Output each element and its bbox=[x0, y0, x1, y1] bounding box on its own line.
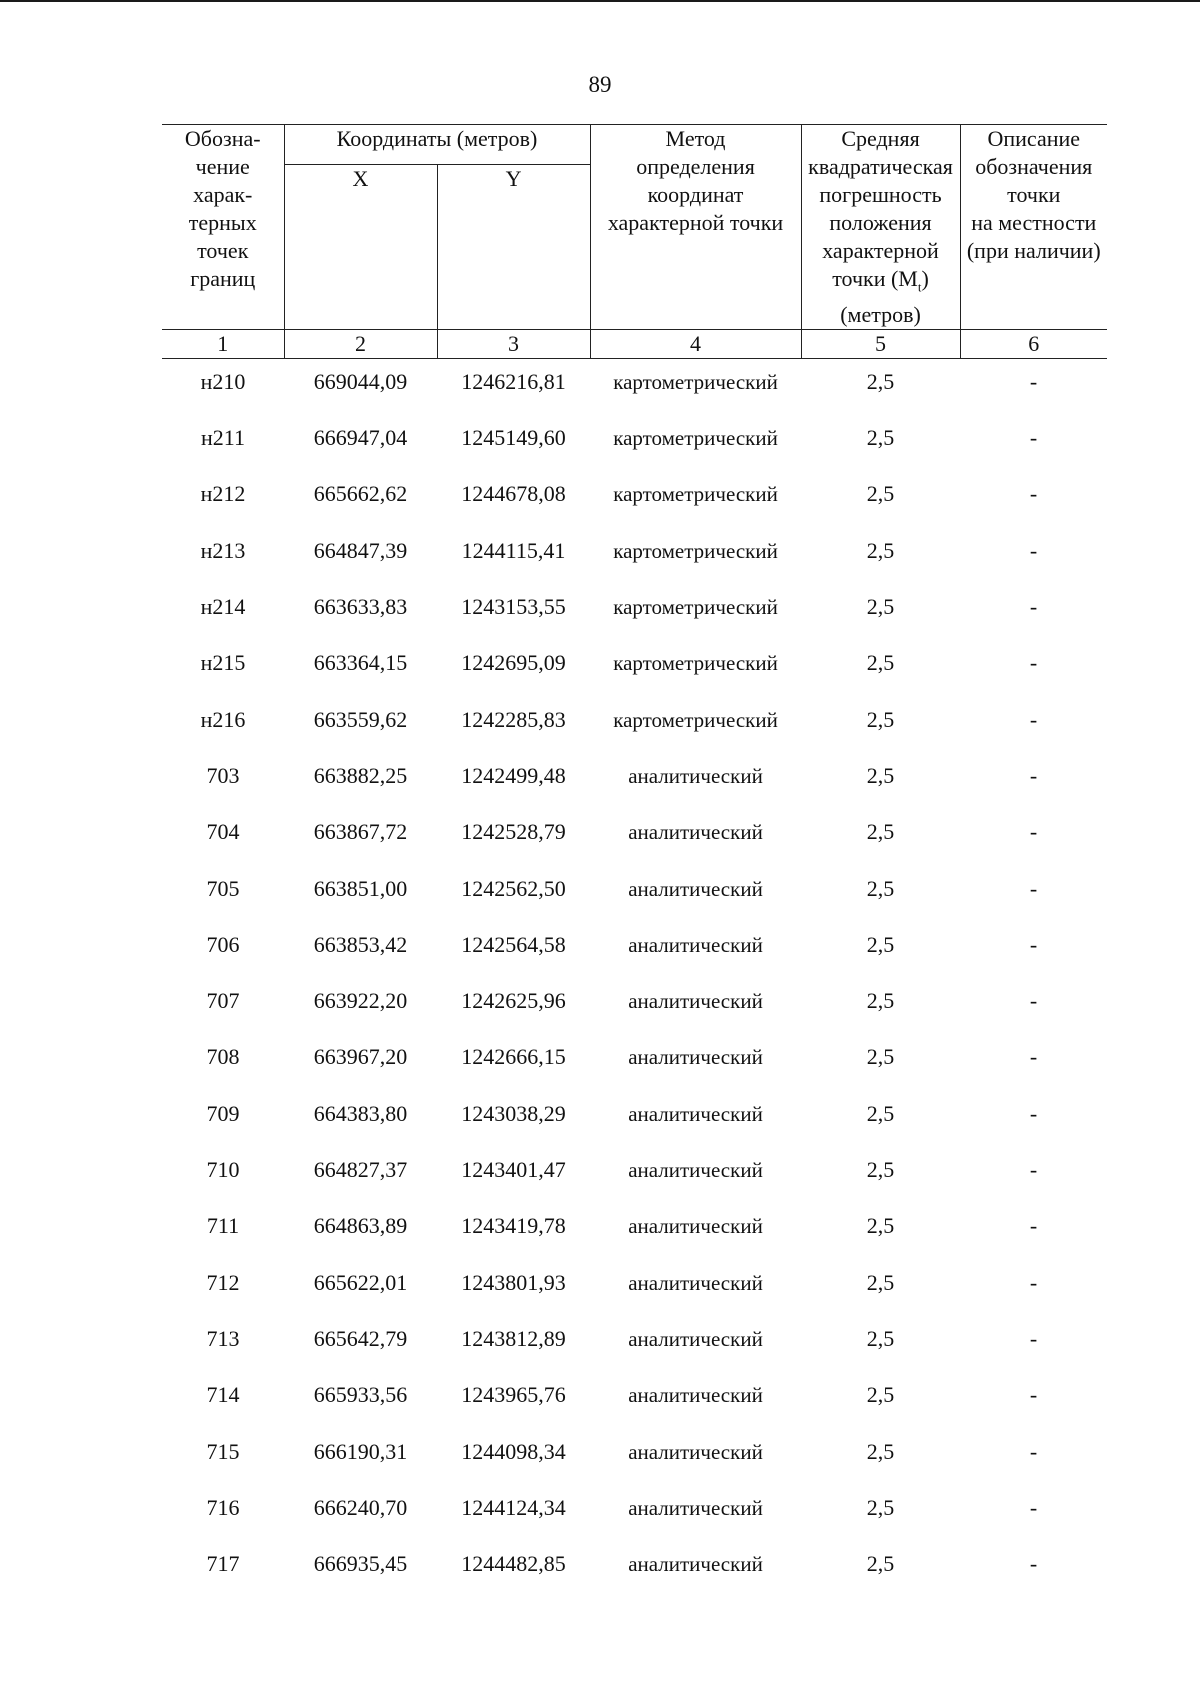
table-row bbox=[162, 1541, 1107, 1597]
cell-method: картометрический bbox=[613, 538, 778, 563]
table-row bbox=[162, 697, 1107, 753]
cell-method: картометрический bbox=[613, 595, 778, 620]
cell-y-coordinate: 1242695,09 bbox=[461, 650, 566, 676]
cell-y-coordinate: 1242625,96 bbox=[461, 988, 566, 1014]
cell-error-value: 2,5 bbox=[866, 1438, 895, 1464]
cell-x-coordinate: 664847,39 bbox=[313, 537, 408, 563]
cell-y-coordinate: 1242285,83 bbox=[461, 706, 566, 732]
cell-point-name: 715 bbox=[206, 1438, 240, 1464]
cell-point-name: 704 bbox=[206, 819, 240, 845]
cell-point-name: н212 bbox=[200, 481, 246, 507]
table-row bbox=[162, 1034, 1107, 1090]
table-row bbox=[162, 1147, 1107, 1203]
table-row bbox=[162, 415, 1107, 471]
cell-method: аналитический bbox=[628, 763, 763, 788]
cell-point-name: 710 bbox=[206, 1157, 240, 1183]
header-point-designation: Обозна- чение харак- терных точек границ bbox=[162, 125, 284, 330]
cell-x-coordinate: 663867,72 bbox=[313, 819, 408, 845]
cell-point-name: 708 bbox=[206, 1044, 240, 1070]
column-number: 1 bbox=[162, 330, 284, 359]
table-row bbox=[162, 1260, 1107, 1316]
table-row bbox=[162, 866, 1107, 922]
cell-x-coordinate: 663559,62 bbox=[313, 706, 408, 732]
cell-x-coordinate: 663967,20 bbox=[313, 1044, 408, 1070]
cell-error-value: 2,5 bbox=[866, 931, 895, 957]
cell-description: - bbox=[1029, 1382, 1038, 1408]
cell-method: аналитический bbox=[628, 1214, 763, 1239]
table-row bbox=[162, 359, 1107, 415]
cell-point-name: н214 bbox=[200, 594, 246, 620]
cell-error-value: 2,5 bbox=[866, 819, 895, 845]
cell-error-value: 2,5 bbox=[866, 875, 895, 901]
cell-x-coordinate: 666190,31 bbox=[313, 1438, 408, 1464]
cell-description: - bbox=[1029, 425, 1038, 451]
cell-method: аналитический bbox=[628, 1158, 763, 1183]
cell-y-coordinate: 1242499,48 bbox=[461, 762, 566, 788]
cell-description: - bbox=[1029, 762, 1038, 788]
cell-description: - bbox=[1029, 369, 1038, 395]
table-row bbox=[162, 640, 1107, 696]
cell-point-name: 717 bbox=[206, 1551, 240, 1577]
cell-y-coordinate: 1243965,76 bbox=[461, 1382, 566, 1408]
cell-method: аналитический bbox=[628, 876, 763, 901]
cell-x-coordinate: 665662,62 bbox=[313, 481, 408, 507]
table-row bbox=[162, 1091, 1107, 1147]
cell-x-coordinate: 665642,79 bbox=[313, 1325, 408, 1351]
coordinates-table bbox=[162, 124, 1107, 1597]
cell-description: - bbox=[1029, 1213, 1038, 1239]
cell-point-name: 703 bbox=[206, 762, 240, 788]
cell-x-coordinate: 666240,70 bbox=[313, 1494, 408, 1520]
cell-error-value: 2,5 bbox=[866, 537, 895, 563]
cell-x-coordinate: 665622,01 bbox=[313, 1269, 408, 1295]
cell-point-name: 707 bbox=[206, 988, 240, 1014]
cell-method: аналитический bbox=[628, 820, 763, 845]
cell-description: - bbox=[1029, 594, 1038, 620]
cell-error-value: 2,5 bbox=[866, 1100, 895, 1126]
cell-description: - bbox=[1029, 1157, 1038, 1183]
table-row bbox=[162, 922, 1107, 978]
cell-method: картометрический bbox=[613, 426, 778, 451]
cell-error-value: 2,5 bbox=[866, 425, 895, 451]
cell-error-value: 2,5 bbox=[866, 481, 895, 507]
cell-description: - bbox=[1029, 537, 1038, 563]
cell-point-name: н211 bbox=[201, 425, 245, 451]
cell-description: - bbox=[1029, 1494, 1038, 1520]
cell-description: - bbox=[1029, 706, 1038, 732]
cell-x-coordinate: 664383,80 bbox=[313, 1100, 408, 1126]
cell-y-coordinate: 1244678,08 bbox=[461, 481, 566, 507]
cell-point-name: н210 bbox=[200, 369, 246, 395]
cell-method: аналитический bbox=[628, 989, 763, 1014]
header-description: Описание обозначения точки на местности (при наличии) bbox=[960, 125, 1107, 330]
cell-x-coordinate: 663851,00 bbox=[313, 875, 408, 901]
header-y: Y bbox=[437, 164, 590, 330]
cell-method: аналитический bbox=[628, 1439, 763, 1464]
cell-x-coordinate: 663922,20 bbox=[313, 988, 408, 1014]
cell-description: - bbox=[1029, 875, 1038, 901]
cell-method: аналитический bbox=[628, 932, 763, 957]
cell-description: - bbox=[1029, 650, 1038, 676]
cell-error-value: 2,5 bbox=[866, 369, 895, 395]
cell-error-value: 2,5 bbox=[866, 1213, 895, 1239]
cell-y-coordinate: 1243153,55 bbox=[461, 594, 566, 620]
table-row bbox=[162, 584, 1107, 640]
table-row bbox=[162, 809, 1107, 865]
cell-y-coordinate: 1244115,41 bbox=[461, 537, 566, 563]
cell-x-coordinate: 669044,09 bbox=[313, 369, 408, 395]
cell-y-coordinate: 1244482,85 bbox=[461, 1551, 566, 1577]
cell-point-name: 716 bbox=[206, 1494, 240, 1520]
page-number: 89 bbox=[588, 72, 612, 97]
cell-y-coordinate: 1242564,58 bbox=[461, 931, 566, 957]
cell-error-value: 2,5 bbox=[866, 594, 895, 620]
table-row bbox=[162, 1203, 1107, 1259]
cell-error-value: 2,5 bbox=[866, 988, 895, 1014]
table-row bbox=[162, 978, 1107, 1034]
cell-y-coordinate: 1244098,34 bbox=[461, 1438, 566, 1464]
cell-method: аналитический bbox=[628, 1045, 763, 1070]
cell-x-coordinate: 666947,04 bbox=[313, 425, 408, 451]
cell-x-coordinate: 664863,89 bbox=[313, 1213, 408, 1239]
cell-point-name: н215 bbox=[200, 650, 246, 676]
cell-y-coordinate: 1246216,81 bbox=[461, 369, 566, 395]
cell-error-value: 2,5 bbox=[866, 1551, 895, 1577]
cell-description: - bbox=[1029, 1438, 1038, 1464]
cell-point-name: 709 bbox=[206, 1100, 240, 1126]
cell-description: - bbox=[1029, 1325, 1038, 1351]
cell-description: - bbox=[1029, 1044, 1038, 1070]
column-number: 4 bbox=[590, 330, 801, 359]
cell-x-coordinate: 663633,83 bbox=[313, 594, 408, 620]
table-row bbox=[162, 1372, 1107, 1428]
cell-method: аналитический bbox=[628, 1270, 763, 1295]
column-number: 5 bbox=[801, 330, 960, 359]
cell-error-value: 2,5 bbox=[866, 650, 895, 676]
cell-method: аналитический bbox=[628, 1383, 763, 1408]
header-coordinates: Координаты (метров) bbox=[284, 125, 590, 165]
cell-method: картометрический bbox=[613, 707, 778, 732]
cell-description: - bbox=[1029, 481, 1038, 507]
cell-point-name: 705 bbox=[206, 875, 240, 901]
cell-error-value: 2,5 bbox=[866, 762, 895, 788]
cell-y-coordinate: 1243038,29 bbox=[461, 1100, 566, 1126]
cell-x-coordinate: 664827,37 bbox=[313, 1157, 408, 1183]
column-number: 2 bbox=[284, 330, 437, 359]
cell-method: картометрический bbox=[613, 370, 778, 395]
table-row bbox=[162, 1316, 1107, 1372]
cell-description: - bbox=[1029, 931, 1038, 957]
cell-description: - bbox=[1029, 1269, 1038, 1295]
cell-method: аналитический bbox=[628, 1326, 763, 1351]
cell-x-coordinate: 665933,56 bbox=[313, 1382, 408, 1408]
cell-error-value: 2,5 bbox=[866, 1044, 895, 1070]
cell-description: - bbox=[1029, 1551, 1038, 1577]
cell-y-coordinate: 1245149,60 bbox=[461, 425, 566, 451]
cell-point-name: 712 bbox=[206, 1269, 240, 1295]
table-body bbox=[162, 359, 1107, 1598]
cell-error-value: 2,5 bbox=[866, 1325, 895, 1351]
cell-method: картометрический bbox=[613, 651, 778, 676]
cell-x-coordinate: 666935,45 bbox=[313, 1551, 408, 1577]
cell-point-name: 706 bbox=[206, 931, 240, 957]
table-row bbox=[162, 753, 1107, 809]
cell-method: аналитический bbox=[628, 1101, 763, 1126]
cell-description: - bbox=[1029, 1100, 1038, 1126]
table-row bbox=[162, 1485, 1107, 1541]
cell-y-coordinate: 1244124,34 bbox=[461, 1494, 566, 1520]
cell-point-name: н216 bbox=[200, 706, 246, 732]
header-mean-square-error: Средняя квадратическая погрешность положения характерной точки $(M_t)$ (метров) bbox=[801, 125, 960, 330]
cell-error-value: 2,5 bbox=[866, 1382, 895, 1408]
cell-y-coordinate: 1243801,93 bbox=[461, 1269, 566, 1295]
cell-method: аналитический bbox=[628, 1495, 763, 1520]
cell-point-name: 713 bbox=[206, 1325, 240, 1351]
cell-error-value: 2,5 bbox=[866, 706, 895, 732]
cell-point-name: н213 bbox=[200, 537, 246, 563]
cell-y-coordinate: 1243419,78 bbox=[461, 1213, 566, 1239]
cell-y-coordinate: 1242666,15 bbox=[461, 1044, 566, 1070]
column-number: 6 bbox=[960, 330, 1107, 359]
column-number: 3 bbox=[437, 330, 590, 359]
table-row bbox=[162, 1429, 1107, 1485]
cell-error-value: 2,5 bbox=[866, 1157, 895, 1183]
header-method: Метод определения координат характерной точки bbox=[590, 125, 801, 330]
cell-y-coordinate: 1243812,89 bbox=[461, 1325, 566, 1351]
cell-y-coordinate: 1242562,50 bbox=[461, 875, 566, 901]
table-row bbox=[162, 471, 1107, 527]
cell-error-value: 2,5 bbox=[866, 1269, 895, 1295]
cell-x-coordinate: 663882,25 bbox=[313, 762, 408, 788]
cell-point-name: 714 bbox=[206, 1382, 240, 1408]
cell-error-value: 2,5 bbox=[866, 1494, 895, 1520]
cell-x-coordinate: 663364,15 bbox=[313, 650, 408, 676]
cell-point-name: 711 bbox=[206, 1213, 240, 1239]
cell-y-coordinate: 1243401,47 bbox=[461, 1157, 566, 1183]
cell-description: - bbox=[1029, 819, 1038, 845]
cell-method: картометрический bbox=[613, 482, 778, 507]
cell-description: - bbox=[1029, 988, 1038, 1014]
cell-method: аналитический bbox=[628, 1552, 763, 1577]
table-row bbox=[162, 528, 1107, 584]
cell-x-coordinate: 663853,42 bbox=[313, 931, 408, 957]
cell-y-coordinate: 1242528,79 bbox=[461, 819, 566, 845]
top-edge-line bbox=[0, 0, 1200, 2]
header-x: X bbox=[284, 164, 437, 330]
